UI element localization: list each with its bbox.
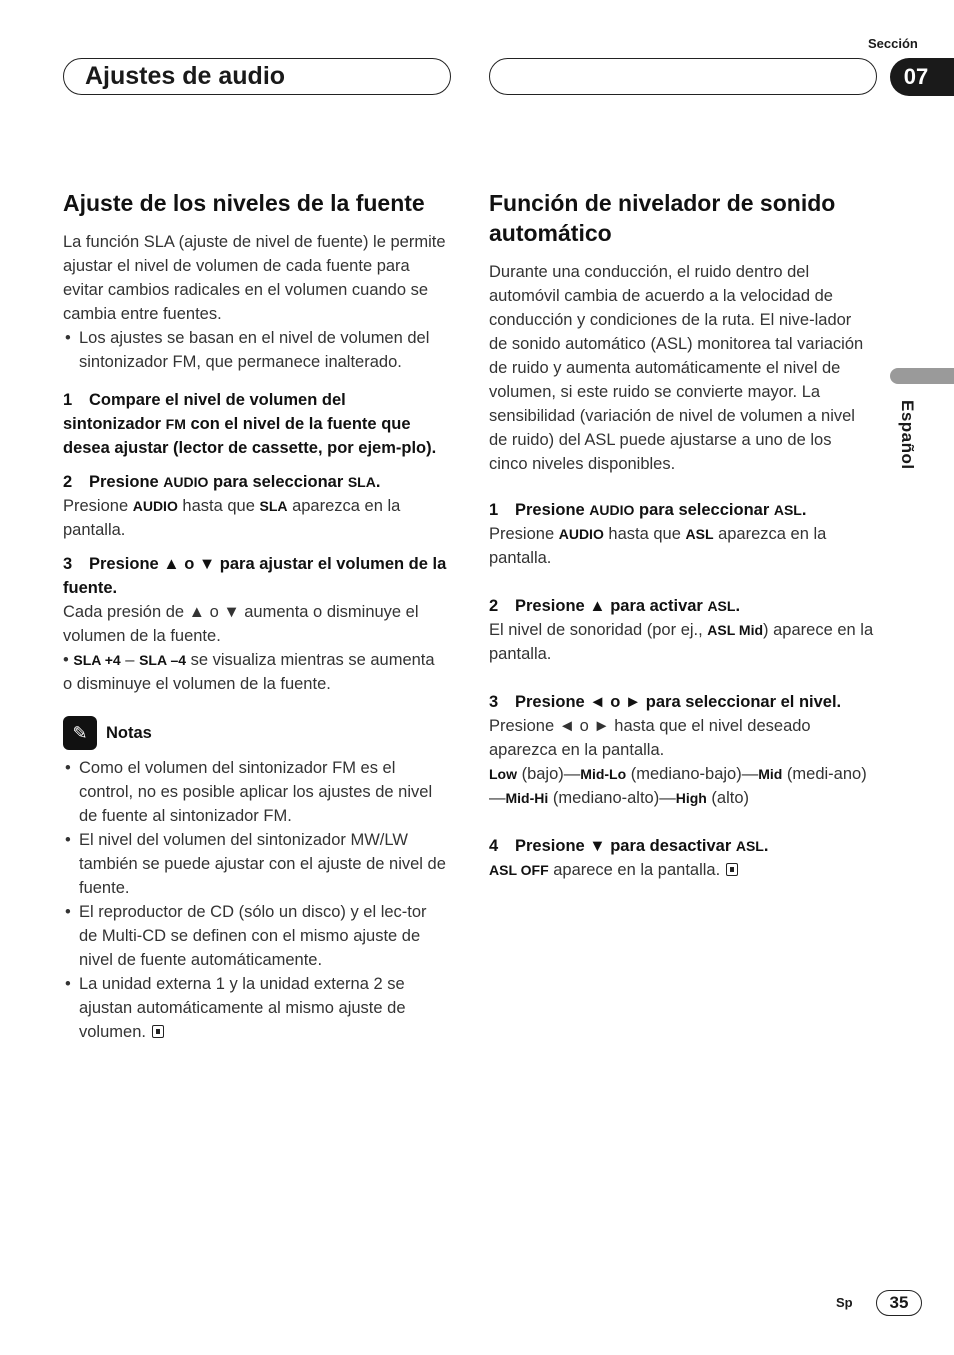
asl-intro: Durante una conducción, el ruido dentro del automóvil cambia de acuerdo a la velocidad de conducción y condiciones de la ruta. El nive-lador de sonido automático (ASL) monitorea tal variación de ruido y aumenta automáticamente el nivel de volumen, si este ruido se convierte mayor. La sensibilidad (variación de nivel de volumen a nivel de ruido) del ASL puede ajustarse a uno de los cinco niveles disponibles.: [489, 263, 864, 473]
language-tab-bar: [890, 368, 954, 384]
level-mid-code: Mid: [758, 766, 783, 782]
step-text: Compare el nivel de volumen del sintonizador: [63, 391, 346, 433]
sla-plus-code: SLA +4: [73, 652, 121, 668]
pencil-icon: ✎: [63, 716, 97, 750]
page-title: Ajustes de audio: [85, 62, 286, 90]
asl-step-1: [489, 498, 874, 522]
audio-code: AUDIO: [589, 502, 635, 518]
body-text: se visualiza mientras se aumenta o disminuye el volumen de la fuente.: [63, 651, 435, 693]
sla-step-3-bullet: [63, 648, 448, 696]
body-text: hasta que: [177, 497, 260, 515]
bullet-dot: •: [63, 651, 74, 669]
asl-step-2-body: [489, 618, 874, 666]
body-text: (alto): [706, 789, 750, 807]
note-text: La unidad externa 1 y la unidad externa 2 se ajustan automáticamente al mismo ajuste de volumen.: [79, 975, 406, 1041]
step-number: 3: [489, 693, 499, 711]
step-text: Presione ▲ para activar: [515, 597, 708, 615]
asl-step-1-body: [489, 522, 874, 570]
audio-code: AUDIO: [558, 526, 604, 542]
asl-step-2: [489, 594, 874, 618]
sla-code: SLA: [259, 498, 288, 514]
language-label: Español: [898, 400, 917, 470]
asl-step-3: [489, 690, 874, 714]
step-text: .: [801, 501, 807, 519]
sla-step-3-body: Cada presión de ▲ o ▼ aumenta o disminuye el volumen de la fuente.: [63, 603, 419, 645]
sla-step-2-body: [63, 494, 448, 542]
sla-step-3: [63, 552, 448, 600]
right-column: [489, 188, 874, 882]
body-text: El nivel de sonoridad (por ej.,: [489, 621, 708, 639]
asl-step-3-body: Presione ◄ o ► hasta que el nivel deseado aparezca en la pantalla.: [489, 717, 811, 759]
asl-code: ASL: [707, 598, 736, 614]
body-text: (mediano-alto)—: [548, 789, 676, 807]
asl-step-4-body: [489, 858, 874, 882]
step-text: .: [735, 597, 741, 615]
sla-intro-bullet: • Los ajustes se basan en el nivel de volumen del sintonizador FM, que permanece inalterado.: [63, 326, 448, 374]
step-number: 1: [489, 501, 499, 519]
body-text: Presione: [63, 497, 133, 515]
step-number: 4: [489, 837, 499, 855]
page-number: 35: [876, 1290, 922, 1316]
note-item: [63, 972, 448, 1044]
step-text: .: [375, 473, 381, 491]
audio-code: AUDIO: [163, 474, 209, 490]
step-text: para seleccionar: [208, 473, 348, 491]
asl-code: ASL: [773, 502, 802, 518]
body-text: aparezca en la pantalla.: [63, 497, 401, 539]
asl-levels: [489, 762, 874, 810]
body-text: aparezca en la pantalla.: [489, 525, 827, 567]
step-text: Presione ▼ para desactivar: [515, 837, 736, 855]
step-text: con el nivel de la fuente que desea ajustar (lector de cassette, por ejem-plo).: [63, 415, 437, 457]
header-empty-frame: [489, 58, 877, 95]
left-column: [63, 188, 448, 1044]
sla-step-2: [63, 470, 448, 494]
sla-minus-code: SLA –4: [139, 652, 187, 668]
sla-intro: La función SLA (ajuste de nivel de fuente) le permite ajustar el nivel de volumen de cada fuente para evitar cambios radicales en el volumen cuando se cambia entre fuentes.: [63, 233, 446, 323]
step-text: Presione ◄ o ► para seleccionar el nivel.: [515, 693, 842, 711]
asl-off-code: ASL OFF: [489, 862, 549, 878]
section-label: Sección: [868, 36, 918, 51]
step-number: 3: [63, 555, 73, 573]
asl-mid-code: ASL Mid: [707, 622, 764, 638]
sla-step-1: [63, 388, 448, 460]
end-mark-icon: [726, 863, 738, 876]
body-text: hasta que: [603, 525, 686, 543]
body-text: aparece en la pantalla.: [548, 861, 721, 879]
step-text: Presione ▲ o ▼ para ajustar el volumen de la fuente.: [63, 555, 447, 597]
asl-heading: Función de nivelador de sonido automático: [489, 190, 836, 246]
body-text: Presione: [489, 525, 559, 543]
notes-header: [63, 716, 448, 750]
asl-step-4: [489, 834, 874, 858]
fm-code: FM: [165, 416, 186, 432]
notes-label: Notas: [106, 724, 152, 742]
footer-lang-code: Sp: [836, 1295, 853, 1310]
step-text: Presione: [89, 473, 164, 491]
body-text: (bajo)—: [517, 765, 581, 783]
section-number-badge: 07: [890, 58, 954, 96]
body-text: (mediano-bajo)—: [626, 765, 759, 783]
end-mark-icon: [152, 1025, 164, 1038]
note-item: • El nivel del volumen del sintonizador MW/LW también se puede ajustar con el ajuste de nivel de fuente.: [63, 828, 448, 900]
body-text: –: [120, 651, 140, 669]
step-text: para seleccionar: [634, 501, 774, 519]
note-item: • Como el volumen del sintonizador FM es el control, no es posible aplicar los ajustes de nivel de fuente al sintonizador FM.: [63, 756, 448, 828]
level-midhi-code: Mid-Hi: [505, 790, 549, 806]
step-number: 2: [489, 597, 499, 615]
level-high-code: High: [675, 790, 707, 806]
step-number: 2: [63, 473, 73, 491]
sla-heading: Ajuste de los niveles de la fuente: [63, 190, 425, 216]
level-low-code: Low: [489, 766, 517, 782]
note-item: • El reproductor de CD (sólo un disco) y el lec-tor de Multi-CD se definen con el mismo ajuste de nivel de fuente automáticamente.: [63, 900, 448, 972]
audio-code: AUDIO: [132, 498, 178, 514]
asl-code: ASL: [685, 526, 714, 542]
sla-code: SLA: [347, 474, 376, 490]
step-text: .: [763, 837, 769, 855]
level-midlo-code: Mid-Lo: [580, 766, 627, 782]
body-text: (medi-ano)—: [489, 765, 867, 807]
body-text: ) aparece en la pantalla.: [489, 621, 874, 663]
step-number: 1: [63, 391, 73, 409]
asl-code: ASL: [735, 838, 764, 854]
step-text: Presione: [515, 501, 590, 519]
